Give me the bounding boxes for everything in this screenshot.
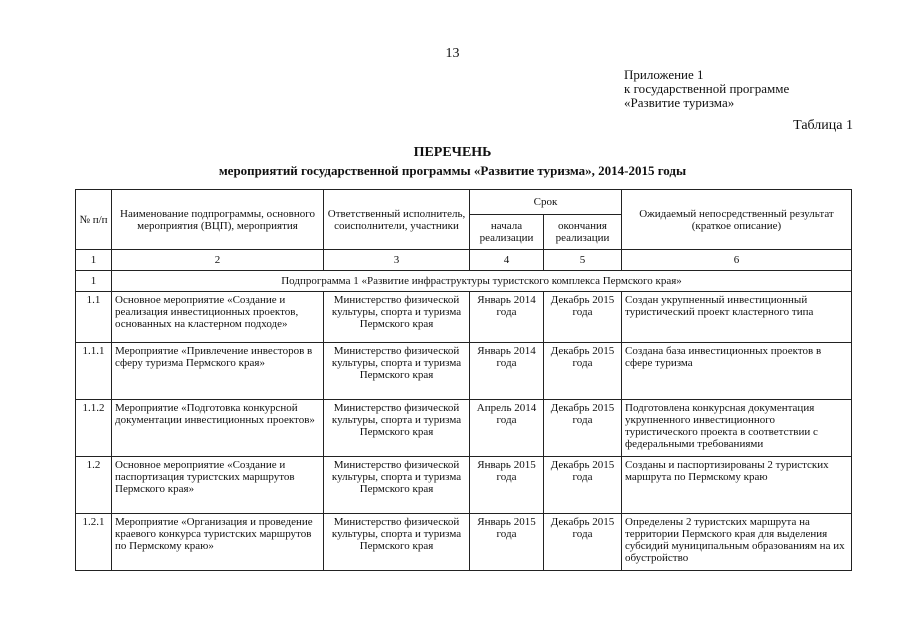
row-num: 1.1: [76, 292, 112, 343]
row-name: Мероприятие «Привлечение инвесторов в сферу туризма Пермского края»: [112, 343, 324, 400]
header-name: Наименование подпрограммы, основного мероприятия (ВЦП), мероприятия: [112, 190, 324, 250]
row-start: Январь 2014 года: [470, 292, 544, 343]
row-start: Апрель 2014 года: [470, 400, 544, 457]
subprogram-title: Подпрограмма 1 «Развитие инфраструктуры туристского комплекса Пермского края»: [112, 271, 852, 292]
row-name: Мероприятие «Организация и проведение краевого конкурса туристских маршрутов по Пермскому краю»: [112, 514, 324, 571]
row-executor: Министерство физической культуры, спорта и туризма Пермского края: [324, 292, 470, 343]
table-row: [76, 343, 852, 400]
row-executor: Министерство физической культуры, спорта и туризма Пермского края: [324, 514, 470, 571]
row-start: Январь 2015 года: [470, 514, 544, 571]
header-result: Ожидаемый непосредственный результат (краткое описание): [622, 190, 852, 250]
table-label: Таблица 1: [793, 118, 853, 133]
appendix-block: [624, 68, 789, 110]
header-row-1: [76, 190, 852, 215]
table-row: [76, 292, 852, 343]
column-numbers-row: [76, 250, 852, 271]
row-result: Подготовлена конкурсная документация укрупненного инвестиционного туристического проекта в соответствии с федеральными требованиями: [622, 400, 852, 457]
row-result: Определены 2 туристских маршрута на территории Пермского края для выделения субсидий муниципальным образованиям на их обустройство: [622, 514, 852, 571]
row-result: Создана база инвестиционных проектов в сфере туризма: [622, 343, 852, 400]
column-number: 5: [544, 250, 622, 271]
column-number: 2: [112, 250, 324, 271]
row-end: Декабрь 2015 года: [544, 292, 622, 343]
row-result: Создан укрупненный инвестиционный туристический проект кластерного типа: [622, 292, 852, 343]
subprogram-num: 1: [76, 271, 112, 292]
header-term: Срок: [470, 190, 622, 215]
header-end: окончания реализации: [544, 215, 622, 250]
column-number: 6: [622, 250, 852, 271]
appendix-line-1: Приложение 1: [624, 67, 704, 82]
header-executor: Ответственный исполнитель, соисполнители, участники: [324, 190, 470, 250]
table-row: [76, 457, 852, 514]
document-title: ПЕРЕЧЕНЬ: [413, 145, 492, 160]
row-name: Мероприятие «Подготовка конкурсной документации инвестиционных проектов»: [112, 400, 324, 457]
header-start: начала реализации: [470, 215, 544, 250]
row-num: 1.1.2: [76, 400, 112, 457]
row-start: Январь 2015 года: [470, 457, 544, 514]
row-end: Декабрь 2015 года: [544, 400, 622, 457]
row-num: 1.2: [76, 457, 112, 514]
subprogram-row: [76, 271, 852, 292]
row-end: Декабрь 2015 года: [544, 514, 622, 571]
document-subtitle: мероприятий государственной программы «Развитие туризма», 2014-2015 годы: [218, 163, 687, 178]
row-executor: Министерство физической культуры, спорта и туризма Пермского края: [324, 457, 470, 514]
appendix-line-2: к государственной программе: [624, 81, 790, 96]
row-end: Декабрь 2015 года: [544, 343, 622, 400]
measures-table: [75, 189, 852, 571]
appendix-line-3: «Развитие туризма»: [624, 95, 735, 110]
column-number: 4: [470, 250, 544, 271]
table-row: [76, 400, 852, 457]
row-name: Основное мероприятие «Создание и реализация инвестиционных проектов, основанных на кластерном подходе»: [112, 292, 324, 343]
row-num: 1.2.1: [76, 514, 112, 571]
row-executor: Министерство физической культуры, спорта и туризма Пермского края: [324, 400, 470, 457]
header-num: № п/п: [76, 190, 112, 250]
row-name: Основное мероприятие «Создание и паспортизация туристских маршрутов Пермского края»: [112, 457, 324, 514]
column-number: 1: [76, 250, 112, 271]
row-executor: Министерство физической культуры, спорта и туризма Пермского края: [324, 343, 470, 400]
row-end: Декабрь 2015 года: [544, 457, 622, 514]
row-start: Январь 2014 года: [470, 343, 544, 400]
page-number: 13: [445, 46, 460, 61]
table-row: [76, 514, 852, 571]
column-number: 3: [324, 250, 470, 271]
row-result: Созданы и паспортизированы 2 туристских маршрута по Пермскому краю: [622, 457, 852, 514]
row-num: 1.1.1: [76, 343, 112, 400]
